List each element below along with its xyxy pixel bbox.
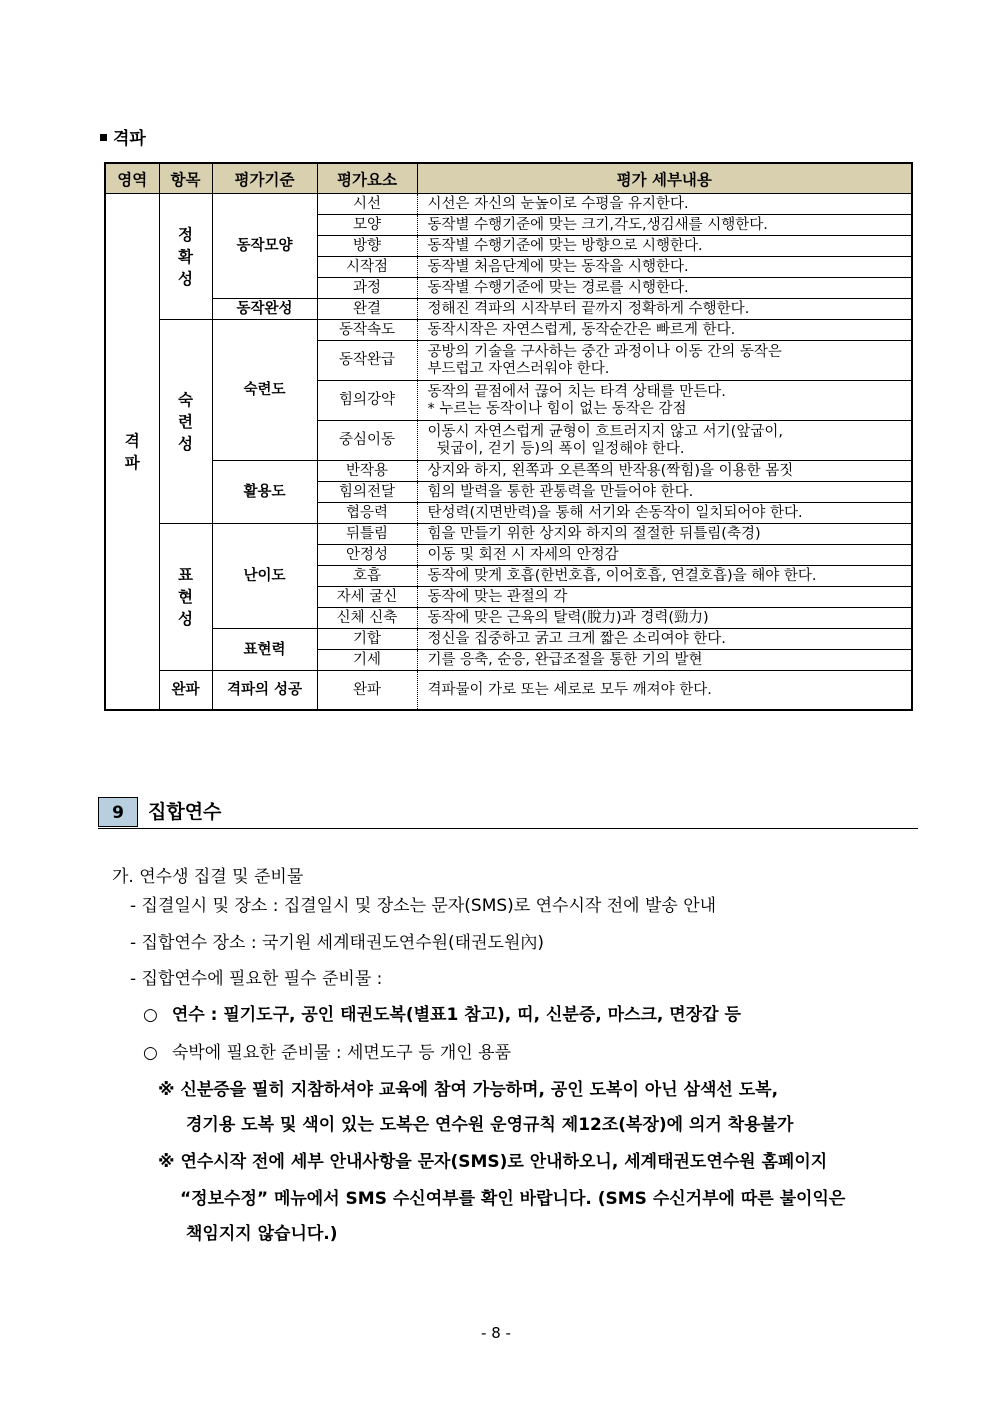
detail-cell: 동작에 맞은 근육의 탈력(脫力)과 경력(勁力)	[417, 608, 912, 629]
header-item: 항목	[159, 163, 212, 194]
element-cell: 기합	[317, 629, 417, 650]
element-cell: 모양	[317, 215, 417, 236]
header-criteria: 평가기준	[212, 163, 317, 194]
criteria-expressiveness: 표현력	[212, 629, 317, 671]
criteria-motion-complete: 동작완성	[212, 299, 317, 320]
group-completion: 완파	[159, 671, 212, 711]
element-cell: 시작점	[317, 257, 417, 278]
table-row	[105, 461, 912, 482]
criteria-difficulty: 난이도	[212, 524, 317, 629]
criteria-utilization: 활용도	[212, 461, 317, 524]
note-line: 책임지지 않습니다.)	[186, 1224, 338, 1244]
detail-cell: 공방의 기술을 구사하는 중간 과정이나 이동 간의 동작은 부드럽고 자연스러워야 한다.	[417, 341, 912, 381]
table-row	[105, 299, 912, 320]
detail-cell: 동작시작은 자연스럽게, 동작순간은 빠르게 한다.	[417, 320, 912, 341]
detail-cell: 격파물이 가로 또는 세로로 모두 깨져야 한다.	[417, 671, 912, 711]
table-row	[105, 671, 912, 711]
detail-cell: 정해진 격파의 시작부터 끝까지 정확하게 수행한다.	[417, 299, 912, 320]
element-cell: 힘의강약	[317, 381, 417, 421]
criteria-motion-shape: 동작모양	[212, 194, 317, 299]
square-bullet-icon	[100, 134, 107, 141]
table-row	[105, 194, 912, 215]
header-detail: 평가 세부내용	[417, 163, 912, 194]
detail-cell: 동작별 수행기준에 맞는 방향으로 시행한다.	[417, 236, 912, 257]
section-title: 격파	[100, 124, 146, 149]
element-cell: 방향	[317, 236, 417, 257]
element-cell: 동작속도	[317, 320, 417, 341]
header-area: 영역	[105, 163, 159, 194]
detail-cell: 정신을 집중하고 굵고 크게 짧은 소리여야 한다.	[417, 629, 912, 650]
page-number: - 8 -	[481, 1324, 511, 1342]
element-cell: 안정성	[317, 545, 417, 566]
body-line: - 집결일시 및 장소 : 집결일시 및 장소는 문자(SMS)로 연수시작 전에 발송 안내	[130, 896, 717, 916]
element-cell: 중심이동	[317, 421, 417, 461]
element-cell: 반작용	[317, 461, 417, 482]
section-9-header	[98, 797, 918, 829]
detail-cell: 기를 응축, 순응, 완급조절을 통한 기의 발현	[417, 650, 912, 671]
note-line: “정보수정” 메뉴에서 SMS 수신여부를 확인 바랍니다. (SMS 수신거부에 따른 불이익은	[180, 1189, 846, 1209]
detail-cell: 상지와 하지, 왼쪽과 오른쪽의 반작용(짝힘)을 이용한 몸짓	[417, 461, 912, 482]
table-row	[105, 524, 912, 545]
detail-cell: 탄성력(지면반력)을 통해 서기와 손동작이 일치되어야 한다.	[417, 503, 912, 524]
body-line: ○ 연수 : 필기도구, 공인 태권도복(별표1 참고), 띠, 신분증, 마스크, 면장갑 등	[143, 1005, 741, 1025]
table-row	[105, 629, 912, 650]
body-line: ○ 숙박에 필요한 준비물 : 세면도구 등 개인 용품	[143, 1043, 511, 1063]
group-proficiency: 숙 련 성	[159, 320, 212, 524]
detail-cell: 이동 및 회전 시 자세의 안정감	[417, 545, 912, 566]
group-accuracy: 정 확 성	[159, 194, 212, 320]
area-cell: 격 파	[105, 194, 159, 711]
detail-cell: 힘을 만들기 위한 상지와 하지의 절절한 뒤틀림(축경)	[417, 524, 912, 545]
element-cell: 신체 신축	[317, 608, 417, 629]
element-cell: 호흡	[317, 566, 417, 587]
table-header-row	[105, 163, 912, 194]
element-cell: 시선	[317, 194, 417, 215]
detail-cell: 시선은 자신의 눈높이로 수평을 유지한다.	[417, 194, 912, 215]
circle-bullet-icon: ○	[143, 1043, 158, 1063]
detail-cell: 동작에 맞는 관절의 각	[417, 587, 912, 608]
body-line: 가. 연수생 집결 및 준비물	[112, 867, 304, 887]
criteria-success: 격파의 성공	[212, 671, 317, 711]
element-cell: 자세 굴신	[317, 587, 417, 608]
table-row	[105, 320, 912, 341]
body-line: - 집합연수에 필요한 필수 준비물 :	[130, 969, 383, 989]
detail-cell: 힘의 발력을 통한 관통력을 만들어야 한다.	[417, 482, 912, 503]
section-9-title: 집합연수	[148, 801, 222, 823]
element-cell: 완파	[317, 671, 417, 711]
circle-bullet-icon: ○	[143, 1005, 158, 1025]
detail-cell: 동작에 맞게 호흡(한번호흡, 이어호흡, 연결호흡)을 해야 한다.	[417, 566, 912, 587]
body-line: - 집합연수 장소 : 국기원 세계태권도연수원(태권도원內)	[130, 933, 545, 953]
detail-cell: 동작별 수행기준에 맞는 크기,각도,생김새를 시행한다.	[417, 215, 912, 236]
criteria-proficiency: 숙련도	[212, 320, 317, 461]
note-line: ※ 연수시작 전에 세부 안내사항을 문자(SMS)로 안내하오니, 세계태권도연수원 홈페이지	[158, 1152, 828, 1172]
element-cell: 협응력	[317, 503, 417, 524]
section-number-badge: 9	[98, 797, 138, 827]
detail-cell: 동작별 처음단계에 맞는 동작을 시행한다.	[417, 257, 912, 278]
detail-cell: 동작의 끝점에서 끊어 치는 타격 상태를 만든다. * 누르는 동작이나 힘이 없는 동작은 감점	[417, 381, 912, 421]
element-cell: 동작완급	[317, 341, 417, 381]
element-cell: 완결	[317, 299, 417, 320]
element-cell: 기세	[317, 650, 417, 671]
element-cell: 과정	[317, 278, 417, 299]
note-line: ※ 신분증을 필히 지참하셔야 교육에 참여 가능하며, 공인 도복이 아닌 삼색선 도복,	[158, 1080, 779, 1100]
note-line: 경기용 도복 및 색이 있는 도복은 연수원 운영규칙 제12조(복장)에 의거 착용불가	[186, 1115, 794, 1135]
detail-cell: 동작별 수행기준에 맞는 경로를 시행한다.	[417, 278, 912, 299]
evaluation-table	[104, 162, 913, 711]
header-element: 평가요소	[317, 163, 417, 194]
element-cell: 힘의전달	[317, 482, 417, 503]
group-expression: 표 현 성	[159, 524, 212, 671]
element-cell: 뒤틀림	[317, 524, 417, 545]
detail-cell: 이동시 자연스럽게 균형이 흐트러지지 않고 서기(앞굽이, 뒷굽이, 걷기 등)의 폭이 일정해야 한다.	[417, 421, 912, 461]
